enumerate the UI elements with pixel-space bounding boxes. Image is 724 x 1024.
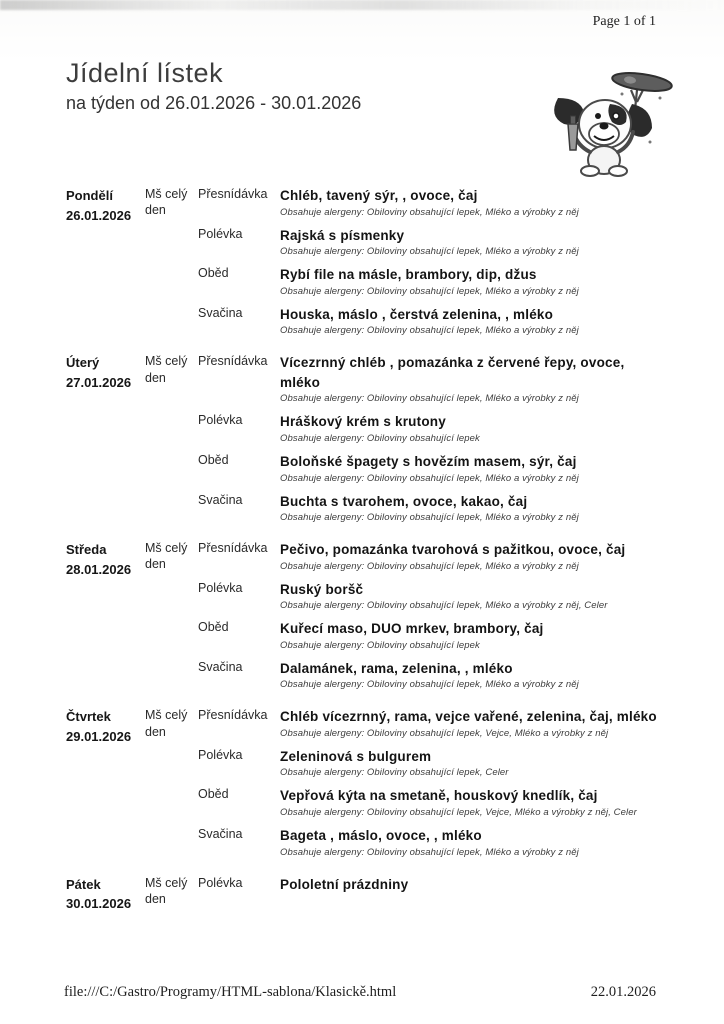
day-section-monday: [66, 186, 664, 344]
day-section-thursday: [66, 707, 664, 865]
day-name: Úterý: [66, 355, 100, 371]
meal-allergens: Obsahuje alergeny: Obiloviny obsahující lepek, Mléko a výrobky z něj: [280, 512, 579, 524]
meal-row: [198, 226, 664, 258]
day-name: Pátek: [66, 876, 101, 892]
meal-row: [198, 540, 664, 572]
meal-row: [198, 492, 664, 524]
meal-food: Zeleninová s bulgurem: [280, 748, 432, 764]
day-section-friday: [66, 875, 664, 914]
day-header: [66, 540, 145, 579]
meal-allergens: Obsahuje alergeny: Obiloviny obsahující lepek, Mléko a výrobky z něj: [280, 472, 579, 484]
meal-type-label: Přesnídávka: [198, 541, 268, 556]
meal-food: Rajská s písmenky: [280, 227, 405, 243]
scan-artifact: [0, 0, 724, 10]
meal-type-label: Oběd: [198, 787, 229, 802]
group-label: Mš celý den: [145, 708, 188, 739]
meal-type-label: Oběd: [198, 266, 229, 281]
footer-file-path: file:///C:/Gastro/Programy/HTML-sablona/Klasickě.html: [64, 984, 397, 1000]
day-date: 26.01.2026: [66, 207, 132, 223]
meal-row: [198, 875, 664, 895]
meal-type-label: Svačina: [198, 305, 243, 320]
day-section-wednesday: [66, 540, 664, 698]
meal-food: Bageta , máslo, ovoce, , mléko: [280, 828, 482, 843]
meal-row: [198, 619, 664, 651]
meal-allergens: Obsahuje alergeny: Obiloviny obsahující lepek, Mléko a výrobky z něj: [280, 325, 579, 337]
meal-food: Vepřová kýta na smetaně, houskový knedlík, čaj: [280, 788, 598, 804]
meal-row: [198, 412, 664, 444]
document-title: Jídelní lístek: [66, 58, 224, 88]
meal-food: Hráškový krém s krutony: [280, 414, 446, 430]
meal-row: [198, 826, 664, 858]
meal-food: Dalamánek, rama, zelenina, , mléko: [280, 660, 513, 676]
meal-food: Kuřecí maso, DUO mrkev, brambory, čaj: [280, 621, 544, 637]
meal-allergens: Obsahuje alergeny: Obiloviny obsahující lepek, Vejce, Mléko a výrobky z něj, Celer: [280, 807, 637, 818]
meal-type-label: Polévka: [198, 747, 243, 762]
meal-food: Chléb vícezrnný, rama, vejce vařené, zelenina, čaj, mléko: [280, 709, 657, 725]
page-indicator: Page 1 of 1: [592, 14, 656, 29]
meal-row: [198, 186, 664, 218]
meal-food: Vícezrnný chléb , pomazánka z červené řepy, ovoce, mléko: [280, 355, 625, 390]
day-date: 29.01.2026: [66, 728, 132, 744]
meal-type-label: Oběd: [198, 452, 229, 467]
meal-type-label: Přesnídávka: [198, 708, 268, 723]
document-header: [66, 58, 486, 114]
meal-type-label: Svačina: [198, 492, 243, 507]
meal-type-label: Přesnídávka: [198, 354, 268, 369]
meal-row: [198, 452, 664, 484]
meal-food: Pololetní prázdniny: [280, 876, 409, 892]
meal-type-label: Svačina: [198, 659, 243, 674]
meal-allergens: Obsahuje alergeny: Obiloviny obsahující lepek, Mléko a výrobky z něj: [280, 393, 579, 405]
weekly-menu-table: [66, 186, 664, 923]
meal-list: [198, 875, 664, 903]
meal-allergens: Obsahuje alergeny: Obiloviny obsahující lepek, Mléko a výrobky z něj: [280, 206, 579, 218]
day-date: 27.01.2026: [66, 374, 132, 390]
meal-row: [198, 659, 664, 691]
group-label: Mš celý den: [145, 541, 188, 572]
group-label: Mš celý den: [145, 354, 188, 385]
meal-type-label: Polévka: [198, 875, 243, 890]
meal-list: [198, 186, 664, 344]
meal-type-label: Polévka: [198, 580, 243, 595]
meal-food: Houska, máslo , čerstvá zelenina, , mléko: [280, 306, 554, 322]
meal-type-label: Svačina: [198, 827, 243, 841]
day-name: Pondělí: [66, 188, 113, 203]
meal-list: [198, 540, 664, 698]
meal-type-label: Přesnídávka: [198, 187, 268, 201]
footer-date: 22.01.2026: [590, 984, 656, 1000]
day-name: Čtvrtek: [66, 709, 111, 725]
meal-allergens: Obsahuje alergeny: Obiloviny obsahující lepek, Mléko a výrobky z něj, Celer: [280, 600, 608, 612]
meal-row: [198, 353, 664, 404]
meal-food: Chléb, tavený sýr, , ovoce, čaj: [280, 188, 478, 203]
meal-type-label: Oběd: [198, 620, 229, 635]
meal-allergens: Obsahuje alergeny: Obiloviny obsahující lepek, Vejce, Mléko a výrobky z něj: [280, 727, 609, 739]
day-header: [66, 707, 145, 746]
day-name: Středa: [66, 542, 107, 558]
meal-row: [198, 580, 664, 612]
meal-allergens: Obsahuje alergeny: Obiloviny obsahující lepek, Celer: [280, 767, 509, 779]
meal-type-label: Polévka: [198, 226, 243, 241]
meal-allergens: Obsahuje alergeny: Obiloviny obsahující lepek: [280, 639, 480, 651]
meal-list: [198, 353, 664, 531]
group-label: Mš celý den: [145, 187, 188, 218]
meal-row: [198, 265, 664, 297]
day-header: [66, 353, 145, 392]
meal-row: [198, 707, 664, 739]
meal-type-label: Polévka: [198, 413, 243, 428]
meal-allergens: Obsahuje alergeny: Obiloviny obsahující lepek, Mléko a výrobky z něj: [280, 560, 579, 572]
meal-food: Buchta s tvarohem, ovoce, kakao, čaj: [280, 493, 528, 509]
meal-allergens: Obsahuje alergeny: Obiloviny obsahující lepek, Mléko a výrobky z něj: [280, 285, 579, 297]
meal-row: [198, 305, 664, 337]
day-header: [66, 875, 145, 914]
meal-row: [198, 747, 664, 779]
day-section-tuesday: [66, 353, 664, 531]
print-footer: [64, 984, 656, 1001]
document-subtitle: na týden od 26.01.2026 - 30.01.2026: [66, 93, 362, 113]
day-header: [66, 186, 145, 225]
group-label: Mš celý den: [145, 875, 188, 906]
meal-food: Rybí file na másle, brambory, dip, džus: [280, 267, 537, 283]
meal-allergens: Obsahuje alergeny: Obiloviny obsahující lepek: [280, 432, 480, 444]
meal-food: Boloňské špagety s hovězím masem, sýr, čaj: [280, 453, 577, 469]
dog-mascot-image: [540, 68, 680, 178]
meal-allergens: Obsahuje alergeny: Obiloviny obsahující lepek, Mléko a výrobky z něj: [280, 246, 579, 258]
day-date: 28.01.2026: [66, 561, 132, 577]
meal-row: [198, 786, 664, 818]
meal-food: Pečivo, pomazánka tvarohová s pažitkou, ovoce, čaj: [280, 542, 626, 558]
meal-list: [198, 707, 664, 865]
day-date: 30.01.2026: [66, 896, 132, 912]
meal-allergens: Obsahuje alergeny: Obiloviny obsahující lepek, Mléko a výrobky z něj: [280, 846, 579, 858]
meal-food: Ruský boršč: [280, 581, 364, 597]
meal-allergens: Obsahuje alergeny: Obiloviny obsahující lepek, Mléko a výrobky z něj: [280, 679, 579, 691]
